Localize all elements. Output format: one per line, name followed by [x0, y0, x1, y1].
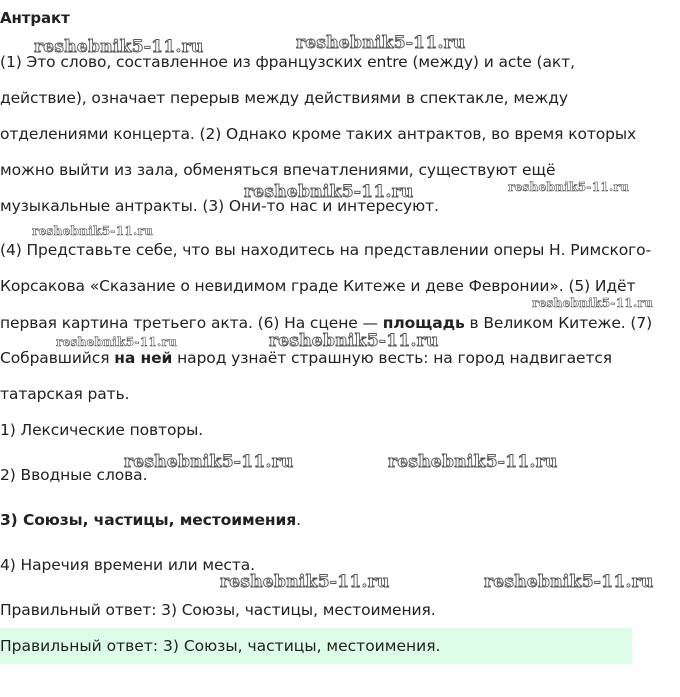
- watermark: reshebnik5-11.ru: [508, 180, 630, 194]
- text-line-2: действие), означает перерыв между действиями в спектакле, между: [0, 89, 568, 107]
- text-segment: в Великом Китеже. (7): [464, 314, 653, 332]
- text-line-1: (1) Это слово, составленное из французских entre (между) и acte (акт,: [0, 53, 575, 71]
- watermark: reshebnik5-11.ru: [269, 331, 439, 351]
- watermark: reshebnik5-11.ru: [388, 452, 558, 472]
- option-3: [0, 510, 301, 530]
- watermark: reshebnik5-11.ru: [34, 37, 204, 57]
- watermark: reshebnik5-11.ru: [220, 572, 390, 592]
- watermark: reshebnik5-11.ru: [56, 335, 178, 349]
- watermark: reshebnik5-11.ru: [296, 33, 466, 53]
- document-title: Антракт: [0, 9, 70, 27]
- watermark: reshebnik5-11.ru: [484, 572, 654, 592]
- text-line-4: можно выйти из зала, обменяться впечатлениями, существуют ещё: [0, 161, 556, 179]
- bold-word-square: площадь: [382, 314, 465, 332]
- watermark: reshebnik5-11.ru: [532, 296, 654, 310]
- text-line-7: Корсакова «Сказание о невидимом граде Китеже и деве Февронии». (5) Идёт: [0, 277, 636, 295]
- watermark: reshebnik5-11.ru: [32, 224, 154, 238]
- option-3-text: 3) Союзы, частицы, местоимения: [0, 511, 297, 529]
- text-line-3: отделениями концерта. (2) Однако кроме таких антрактов, во время которых: [0, 125, 637, 143]
- watermark: reshebnik5-11.ru: [124, 452, 294, 472]
- text-line-10: татарская рать.: [0, 385, 130, 403]
- option-3-suffix: .: [296, 511, 301, 529]
- option-2: 2) Вводные слова.: [0, 466, 148, 484]
- option-4: 4) Наречия времени или места.: [0, 556, 256, 574]
- text-line-9: [0, 348, 612, 368]
- answer-highlight-box: [0, 628, 632, 664]
- text-segment: Собравшийся: [0, 349, 115, 367]
- option-1: 1) Лексические повторы.: [0, 421, 204, 439]
- text-segment: первая картина третьего акта. (6) На сцене —: [0, 314, 383, 332]
- text-line-6: (4) Представьте себе, что вы находитесь на представлении оперы Н. Римского-: [0, 241, 652, 259]
- text-line-5: музыкальные антракты. (3) Они-то нас и интересуют.: [0, 197, 439, 215]
- watermark: reshebnik5-11.ru: [244, 182, 414, 202]
- text-line-8: [0, 313, 652, 333]
- text-segment: народ узнаёт страшную весть: на город надвигается: [172, 349, 612, 367]
- bold-phrase-on-it: на ней: [114, 349, 173, 367]
- answer-text: Правильный ответ: 3) Союзы, частицы, местоимения.: [0, 601, 436, 619]
- answer-highlight-text: Правильный ответ: 3) Союзы, частицы, местоимения.: [0, 637, 441, 655]
